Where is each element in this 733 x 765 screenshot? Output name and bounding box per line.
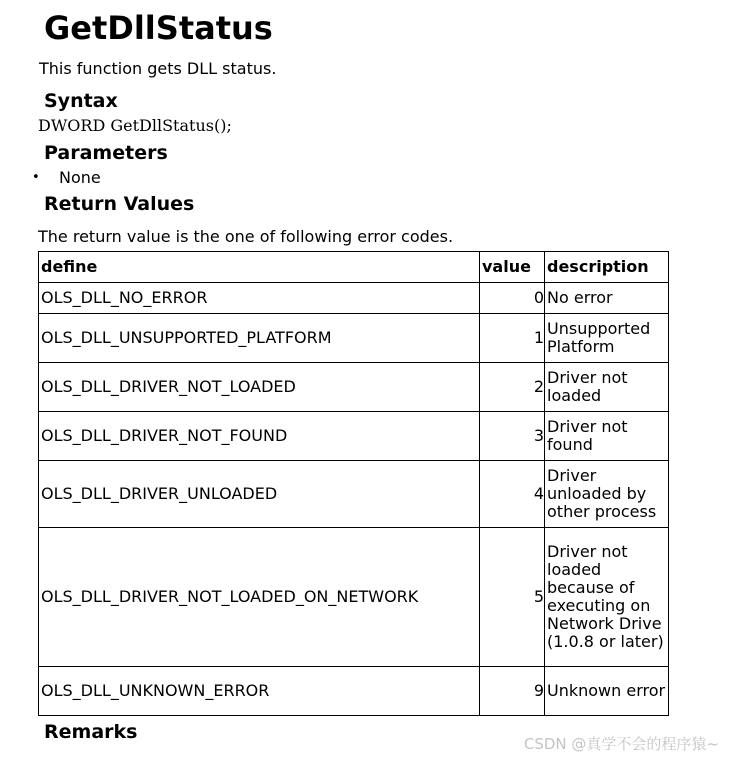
table-row <box>39 283 669 314</box>
cell-value: 5 <box>480 528 545 667</box>
cell-define: OLS_DLL_NO_ERROR <box>39 283 480 314</box>
cell-value: 4 <box>480 461 545 528</box>
cell-value: 0 <box>480 283 545 314</box>
table-row <box>39 667 669 716</box>
cell-description: Driver not found <box>545 412 669 461</box>
cell-description: Driver not loaded because of executing on Network Drive (1.0.8 or later) <box>545 528 669 667</box>
page-title: GetDllStatus <box>44 9 273 47</box>
error-codes-table <box>38 251 669 716</box>
remarks-heading: Remarks <box>44 721 138 743</box>
cell-description: No error <box>545 283 669 314</box>
cell-description: Driver unloaded by other process <box>545 461 669 528</box>
column-header-define: define <box>39 252 480 283</box>
cell-define: OLS_DLL_DRIVER_NOT_LOADED <box>39 363 480 412</box>
cell-description: Unsupported Platform <box>545 314 669 363</box>
column-header-description: description <box>545 252 669 283</box>
parameters-heading: Parameters <box>44 142 168 164</box>
return-values-heading: Return Values <box>44 193 195 215</box>
syntax-heading: Syntax <box>44 90 118 112</box>
cell-define: OLS_DLL_DRIVER_NOT_FOUND <box>39 412 480 461</box>
return-values-intro: The return value is the one of following error codes. <box>38 227 454 246</box>
syntax-code: DWORD GetDllStatus(); <box>38 116 232 135</box>
table-row <box>39 461 669 528</box>
cell-value: 3 <box>480 412 545 461</box>
column-header-value: value <box>480 252 545 283</box>
table-row <box>39 412 669 461</box>
cell-description: Unknown error <box>545 667 669 716</box>
cell-value: 9 <box>480 667 545 716</box>
cell-define: OLS_DLL_DRIVER_UNLOADED <box>39 461 480 528</box>
cell-define: OLS_DLL_UNKNOWN_ERROR <box>39 667 480 716</box>
cell-description: Driver not loaded <box>545 363 669 412</box>
cell-value: 1 <box>480 314 545 363</box>
parameter-item: • None <box>30 167 101 189</box>
table-header-row <box>39 252 669 283</box>
table-row <box>39 363 669 412</box>
table-row <box>39 314 669 363</box>
cell-define: OLS_DLL_DRIVER_NOT_LOADED_ON_NETWORK <box>39 528 480 667</box>
watermark: CSDN @真学不会的程序猿~ <box>523 735 719 753</box>
parameters-list <box>30 167 101 189</box>
cell-value: 2 <box>480 363 545 412</box>
table-row <box>39 528 669 667</box>
function-description: This function gets DLL status. <box>39 59 277 78</box>
cell-define: OLS_DLL_UNSUPPORTED_PLATFORM <box>39 314 480 363</box>
